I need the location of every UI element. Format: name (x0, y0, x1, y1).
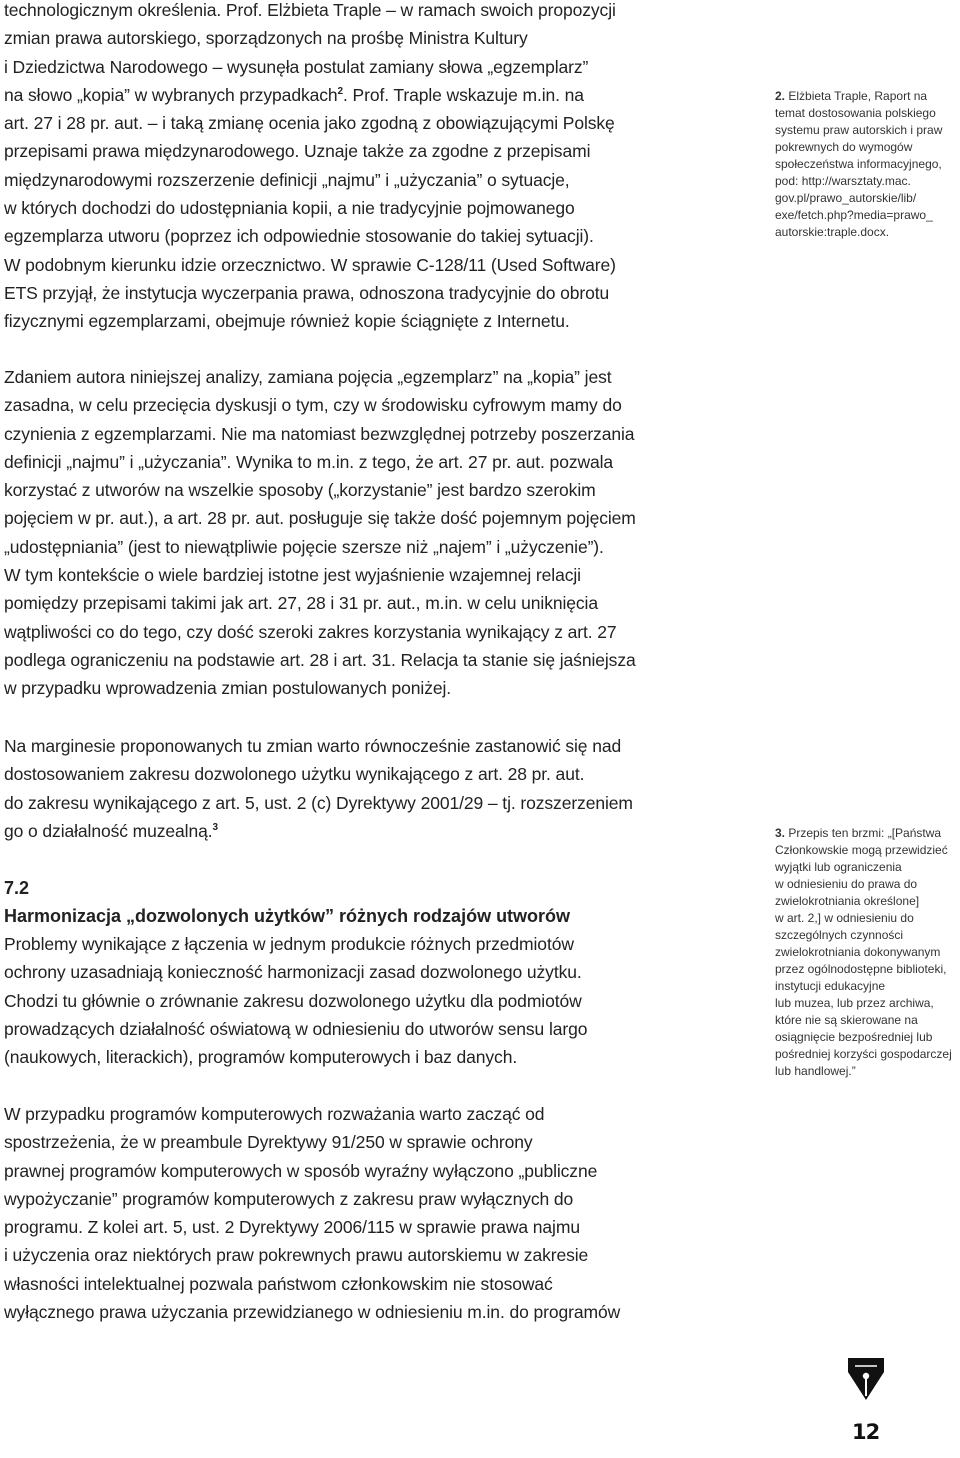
paragraph-1 (4, 0, 664, 336)
text-segment: na słowo „kopia” w wybranych przypadkach (4, 84, 338, 105)
footnote-line: systemu praw autorskich i praw (775, 123, 943, 137)
footnote-line: w art. 2,] w odniesieniu do (775, 911, 914, 925)
section-heading (4, 874, 664, 930)
text-line: Zdaniem autora niniejszej analizy, zamiana pojęcia „egzemplarz” na „kopia” jest (4, 367, 612, 387)
footnote-line: szczególnych czynności (775, 928, 904, 942)
text-segment: go o działalność muzealną. (4, 820, 213, 841)
text-line: ochrony uzasadniają konieczność harmonizacji zasad dozwolonego użytku. (4, 962, 582, 983)
footnote-line: gov.pl/prawo_autorskie/lib/ (775, 191, 917, 205)
text-line: do zakresu wynikającego z art. 5, ust. 2 (c) Dyrektywy 2001/29 – tj. rozszerzeniem (4, 792, 633, 813)
text-line: W przypadku programów komputerowych rozważania warto zacząć od (4, 1104, 545, 1124)
paragraph-5 (4, 1100, 664, 1326)
text-line: podlega ograniczeniu na podstawie art. 28 i art. 31. Relacja ta stanie się jaśniejsza (4, 649, 636, 670)
text-line: pomiędzy przepisami takimi jak art. 27, 28 i 31 pr. aut., m.in. w celu uniknięcia (4, 593, 598, 614)
text-line: zasadna, w celu przecięcia dyskusji o tym, czy w środowisku cyfrowym mamy do (4, 395, 622, 416)
footnote-line: pokrewnych do wymogów (775, 140, 913, 154)
footnote-ref-2[interactable]: 2 (337, 86, 343, 98)
footnote-ref-3[interactable]: 3 (212, 822, 218, 834)
text-line: wątpliwości co do tego, czy dość szeroki zakres korzystania wynikający z art. 27 (4, 621, 617, 642)
text-line: wyłącznego prawa użyczania przewidzianego w odniesieniu m.in. do programów (4, 1302, 621, 1323)
paragraph-3 (4, 732, 664, 845)
text-line: fizycznymi egzemplarzami, obejmuje również kopie ściągnięte z Internetu. (4, 311, 570, 332)
footnote-line: które nie są skierowane na (775, 1013, 918, 1027)
text-line: zmian prawa autorskiego, sporządzonych na prośbę Ministra Kultury (4, 28, 528, 49)
footnote-line: wyjątki lub ograniczenia (775, 860, 902, 874)
text-line: programu. Z kolei art. 5, ust. 2 Dyrektywy 2006/115 w sprawie prawa najmu (4, 1217, 580, 1238)
footnote-line: osiągnięcie bezpośredniej lub (775, 1030, 933, 1044)
text-line: „udostępniania” (jest to niewątpliwie pojęcie szersze niż „najem” i „użyczenie”). (4, 536, 604, 557)
footnote-line: instytucji edukacyjne (775, 979, 886, 993)
text-line: międzynarodowymi rozszerzenie definicji „najmu” i „użyczania” o sytuacje, (4, 169, 570, 190)
text-line: ETS przyjął, że instytucja wyczerpania prawa, odnoszona tradycyjnie do obrotu (4, 282, 610, 303)
text-line (4, 81, 664, 109)
footnote-line: w odniesieniu do prawa do (775, 877, 918, 891)
text-line: przepisami prawa międzynarodowego. Uznaje także za zgodne z przepisami (4, 141, 591, 162)
footnote-line (775, 825, 960, 842)
text-line: W podobnym kierunku idzie orzecznictwo. W sprawie C-128/11 (Used Software) (4, 254, 616, 275)
text-line: własności intelektualnej pozwala państwom członkowskim nie stosować (4, 1273, 553, 1294)
footnote-line: społeczeństwa informacyjnego, (775, 157, 942, 171)
footnote-line: exe/fetch.php?media=prawo_ (775, 208, 933, 222)
text-line: art. 27 i 28 pr. aut. – i taką zmianę ocenia jako zgodną z obowiązującymi Polskę (4, 113, 615, 134)
page-number: 12 (852, 1420, 880, 1444)
text-line: prawnej programów komputerowych w sposób wyraźny wyłączono „publiczne (4, 1160, 598, 1181)
text-line: pojęciem w pr. aut.), a art. 28 pr. aut. posługuje się także dość pojemnym pojęciem (4, 508, 636, 529)
text-segment: Elżbieta Traple, Raport na (785, 89, 928, 103)
footnote-line: lub muzea, lub przez archiwa, (775, 996, 934, 1010)
footnote-line: autorskie:traple.docx. (775, 225, 890, 239)
text-line: i użyczenia oraz niektórych praw pokrewnych prawu autorskiemu w zakresie (4, 1245, 589, 1266)
text-line: i Dziedzictwa Narodowego – wysunęła postulat zamiany słowa „egzemplarz” (4, 56, 589, 77)
text-line: dostosowaniem zakresu dozwolonego użytku wynikającego z art. 28 pr. aut. (4, 764, 585, 785)
text-line: wypożyczanie” programów komputerowych z zakresu praw wyłącznych do (4, 1188, 574, 1209)
text-line: prowadzących działalność oświatową w odniesieniu do utworów sensu largo (4, 1018, 588, 1039)
text-line: w których dochodzi do udostępniania kopii, a nie tradycyjnie pojmowanego (4, 198, 575, 219)
footnote-3 (775, 825, 960, 1080)
text-line: definicji „najmu” i „użyczania”. Wynika to m.in. z tego, że art. 27 pr. aut. pozwala (4, 451, 614, 472)
text-line: W tym kontekście o wiele bardziej istotne jest wyjaśnienie wzajemnej relacji (4, 565, 581, 586)
paragraph-4 (4, 930, 664, 1071)
text-line: egzemplarza utworu (poprzez ich odpowiednie stosowanie do takiej sytuacji). (4, 226, 594, 247)
text-line: w przypadku wprowadzenia zmian postulowanych poniżej. (4, 678, 452, 699)
footnote-line: temat dostosowania polskiego (775, 106, 936, 120)
footnote-line: lub handlowej.” (775, 1064, 856, 1078)
footnote-number: 3. (775, 826, 786, 840)
footnote-line: zwielokrotniania określone] (775, 894, 920, 908)
text-segment: Przepis ten brzmi: „[Państwa (785, 826, 942, 840)
text-segment: . Prof. Traple wskazuje m.in. na (343, 84, 584, 105)
paragraph-2 (4, 363, 664, 703)
text-line: spostrzeżenia, że w preambule Dyrektywy 91/250 w sprawie ochrony (4, 1132, 533, 1153)
fountain-pen-nib-icon (846, 1356, 886, 1402)
footnote-line: Członkowskie mogą przewidzieć (775, 843, 948, 857)
text-line (4, 817, 664, 845)
footnote-line: przez ogólnodostępne biblioteki, (775, 962, 947, 976)
text-line: czynienia z egzemplarzami. Nie ma natomiast bezwzględnej potrzeby poszerzania (4, 423, 635, 444)
footnote-2 (775, 88, 960, 241)
text-line: Problemy wynikające z łączenia w jednym produkcie różnych przedmiotów (4, 934, 574, 954)
section-number: 7.2 (4, 878, 30, 898)
text-line: Na marginesie proponowanych tu zmian warto równocześnie zastanowić się nad (4, 736, 622, 756)
footnote-number: 2. (775, 89, 786, 103)
footnote-line: pośredniej korzyści gospodarczej (775, 1047, 952, 1061)
text-line: (naukowych, literackich), programów komputerowych i baz danych. (4, 1047, 518, 1068)
footnote-line (775, 88, 960, 105)
footnote-line: pod: http://warsztaty.mac. (775, 174, 911, 188)
text-line: korzystać z utworów na wszelkie sposoby („korzystanie” jest bardzo szerokim (4, 480, 596, 501)
section-title: Harmonizacja „dozwolonych użytków” różnych rodzajów utworów (4, 906, 571, 926)
text-line: Chodzi tu głównie o zrównanie zakresu dozwolonego użytku dla podmiotów (4, 990, 582, 1011)
footnote-line: zwielokrotniania dokonywanym (775, 945, 941, 959)
text-line: technologicznym określenia. Prof. Elżbieta Traple – w ramach swoich propozycji (4, 0, 616, 20)
